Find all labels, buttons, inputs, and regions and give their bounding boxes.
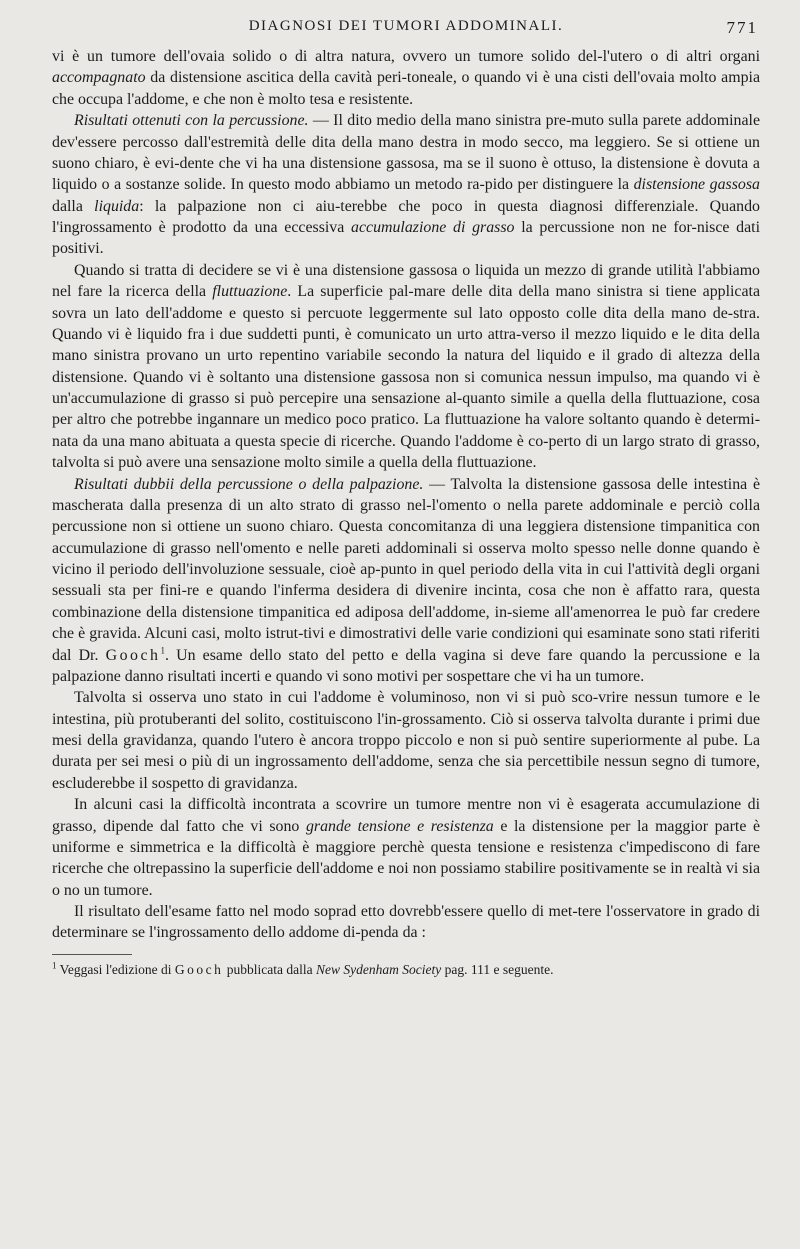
body-text: [52, 46, 760, 944]
text-run: — Talvolta la distensione gassosa delle intestina è mascherata dalla presenza di un alto strato di grasso nel-l'omento o nella parete addominale e perciò colla percussione non si ottiene un suono chiaro. Questa concomitanza di una leggiera distensione timpanitica con accumulazione di grasso nell'omento e nelle pareti addominali si osserva molto spesso nelle donne quando è vicino il periodo dell'involuzione sessuale, cioè ap-punto in quel periodo della vita in cui l'attività degli organi sessuali sta per fini-re e quando l'inferma desidera di divenire incinta, cosa che non è affatto rara, questa combinazione della distensione timpanitica ed adiposa dell'addome, in-sieme all'amenorrea le può far credere che è gravida. Alcuni casi, molto istrut-tivi e dimostrativi delle varie condizioni qui esaminate sono stati riferiti dal Dr.: [52, 475, 761, 664]
footnote-marker: 1: [160, 645, 165, 656]
italic-text: Risultati dubbii della percussione o della palpazione.: [74, 475, 424, 493]
text-run: Talvolta si osserva uno stato in cui l'addome è voluminoso, non vi si può sco-vrire nessun tumore e le intestina, più protuberanti del solito, costituiscono l'in-grossamento. Ciò si osserva talvolta durante i primi due mesi della gravidanza, quando l'utero è ancora troppo piccolo e non si può sentire superiormente al pube. La durata per sei mesi o più di un ingrossamento dell'addome, senza che sia percettibile nessun segno di tumore, escluderebbe il sospetto di gravidanza.: [52, 689, 760, 792]
running-head-title: DIAGNOSI DEI TUMORI ADDOMINALI.: [248, 18, 564, 34]
text-run: pag. 111 e seguente.: [441, 961, 554, 977]
italic-text: distensione gassosa: [633, 176, 761, 194]
italic-text: grande tensione e resistenza: [305, 817, 494, 835]
spaced-name: Gooch: [174, 961, 224, 977]
footnote-marker: 1: [52, 960, 57, 971]
text-run: dalla: [52, 197, 95, 215]
paragraph-p4: [52, 474, 760, 688]
spaced-name: Gooch: [105, 646, 161, 664]
paragraph-p2: [52, 110, 760, 260]
italic-text: fluttuazione: [212, 283, 288, 301]
paragraph-p5: [52, 687, 760, 794]
text-run: la percussione non ne for-nisce dati positivi.: [52, 219, 761, 258]
italic-text: accumulazione di grasso: [351, 219, 515, 236]
italic-text: accompagnato: [52, 69, 146, 87]
text-run: Veggasi l'edizione di: [56, 961, 175, 977]
text-run: da distensione ascitica della cavità peri-toneale, o quando vi è una cisti dell'ovaia molto ampia che occupa l'addome, e che non è molto tesa e resistente.: [52, 69, 760, 108]
text-run: . Un esame dello stato del petto e della vagina si deve fare quando la percussione e la palpazione danno risultati incerti e quando vi sono motivi per sospettare che vi ha un tumore.: [52, 646, 760, 685]
page-number: 771: [726, 18, 758, 37]
text-run: Quando si tratta di decidere se vi è una distensione gassosa o liquida un mezzo di grande utilità l'abbiamo nel fare la ricerca della: [52, 261, 760, 301]
text-run: pubblicata dalla: [223, 961, 317, 977]
text-run: In alcuni casi la difficoltà incontrata a scovrire un tumore mentre non vi è esagerata accumulazione di grasso, dipende dal fatto che vi sono: [52, 796, 760, 835]
paragraph-p3: [52, 260, 760, 474]
italic-text: Risultati ottenuti con la percussione.: [74, 112, 309, 130]
text-run: Il risultato dell'esame fatto nel modo soprad etto dovrebb'essere quello di met-tere l'osservatore in grado di determinare se l'ingrossamento dello addome di-penda da :: [52, 903, 760, 942]
text-run: : la palpazione non ci aiu-terebbe che poco in questa diagnosi differenziale. Quando l'ingrossamento è prodotto da una eccessiva: [52, 197, 760, 236]
paragraph-p1: [52, 46, 760, 110]
text-run: vi è un tumore dell'ovaia solido o di altra natura, ovvero un tumore solido del-l'utero o di altri organi: [52, 48, 760, 65]
footnote: [52, 961, 760, 979]
footnote-rule: [52, 954, 132, 955]
text-run: e la distensione per la maggior parte è uniforme e simmetrica e la difficoltà è maggiore perchè questa tensione e resistenza c'impediscono di fare ricerche che oltrepassino la superficie dell'addome e noi non possiamo stabilire positivamente se in realtà vi sia o no un tumore.: [52, 817, 761, 899]
paragraph-p6: [52, 794, 760, 901]
italic-text: liquida: [94, 197, 140, 215]
running-head: [52, 18, 760, 46]
text-run: — Il dito medio della mano sinistra pre-muto sulla parete addominale dev'essere percosso dall'estremità delle dita della mano destra in modo secco, ma leggiero. Se si ottiene un suono chiaro, è evi-dente che vi ha una distensione gassosa, ma se il suono è ottuso, la distensione è dovuta a liquido o a sostanze solide. In questo modo abbiamo un metodo ra-pido per distinguere la: [52, 112, 760, 194]
paragraph-p7: [52, 901, 760, 944]
italic-text: New Sydenham Society: [316, 961, 442, 977]
text-run: . La superficie pal-mare delle dita della mano sinistra si tiene applicata sovra un lato dell'addome e questo si percuote leggermente sul lato opposto colle dita della mano de-stra. Quando vi è liquido fra i due suddetti punti, è comunicato un urto attra-verso il mezzo liquido e le dita della mano sinistra provano un urto repentino variabile secondo la natura del liquido e il grado di altezza della distensione. Quando vi è soltanto una distensione gassosa non si comunica nessun impulso, ma quando vi è un'accumulazione di grasso si può percepire una sensazione al-quanto simile a quella della fluttuazione, cosa per altro che potrebbe ingannare un medico poco pratico. La fluttuazione ha valore soltanto quando è determi-nata da una mano abituata a questa specie di ricerche. Quando l'addome è co-perto di un largo strato di grasso, talvolta si può avere una sensazione molto simile a quella della fluttuazione.: [52, 283, 760, 472]
